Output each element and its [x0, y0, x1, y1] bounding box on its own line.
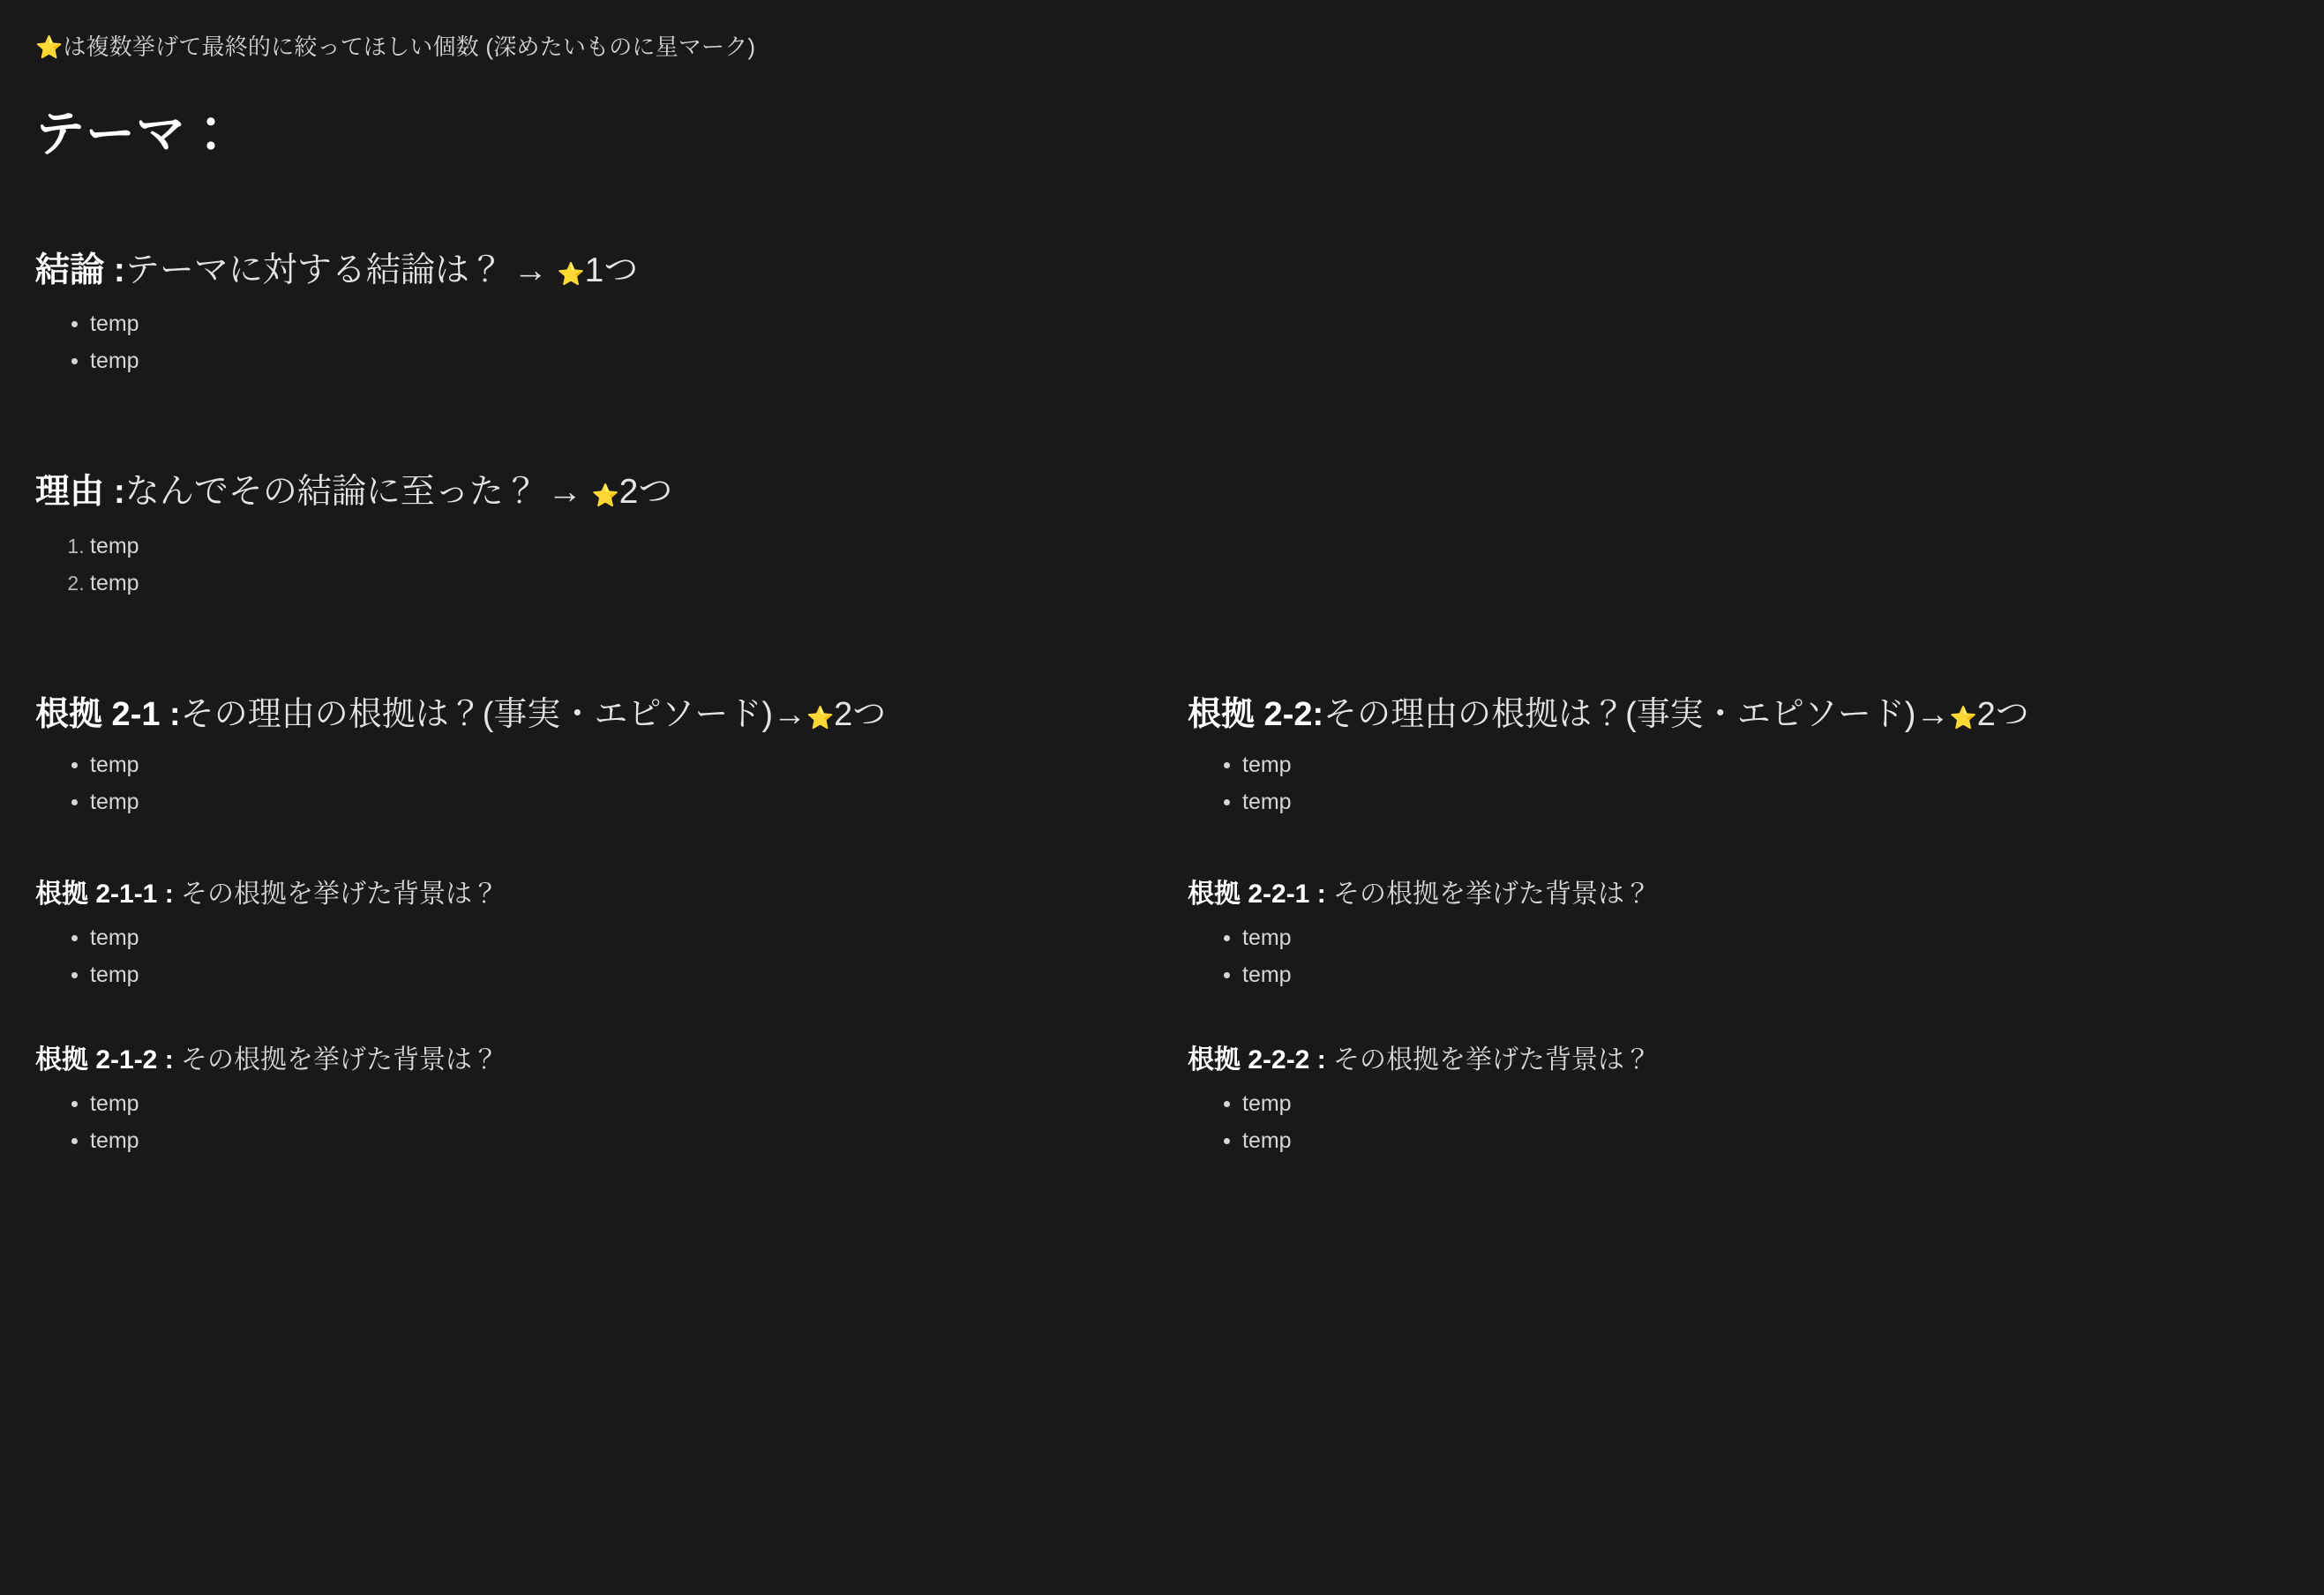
page-title: テーマ：	[35, 105, 236, 161]
grounds-2-1-2-list	[35, 1093, 1159, 1152]
list-item[interactable]: 1. temp	[90, 535, 2283, 558]
grounds-2-1-1-question: その根拠を挙げた背景は？	[181, 880, 499, 910]
grounds-column-1	[35, 693, 1159, 1167]
arrow-icon: →	[547, 473, 582, 512]
grounds-2-2-2	[1188, 1043, 2283, 1152]
grounds-2-2-2-heading	[1188, 1043, 2283, 1077]
grounds-2-2-label: 根拠 2-2:	[1188, 695, 1324, 733]
grounds-2-1-2	[35, 1043, 1159, 1152]
arrow-icon: →	[513, 251, 548, 289]
list-item[interactable]: • temp	[90, 313, 2283, 335]
list-item[interactable]: • temp	[1242, 1093, 2283, 1115]
reason-question: なんでその結論に至った？	[124, 473, 538, 512]
star-icon: ⭐	[35, 35, 64, 60]
star-icon: ⭐	[557, 261, 585, 287]
list-item[interactable]: 2. temp	[90, 573, 2283, 595]
reason-heading	[35, 469, 2283, 516]
list-item[interactable]: • temp	[90, 964, 1159, 986]
instruction-note-text: は複数挙げて最終的に絞ってほしい個数	[63, 34, 479, 60]
arrow-icon: →	[773, 695, 807, 733]
reason-label: 理由 :	[35, 473, 125, 512]
grounds-2-2-2-list	[1188, 1093, 2283, 1152]
grounds-2-1-count: 2つ	[834, 695, 887, 733]
list-item[interactable]: • temp	[90, 791, 1159, 813]
conclusion-list	[35, 313, 2283, 372]
grounds-2-2-2-label: 根拠 2-2-2 :	[1188, 1045, 1326, 1075]
conclusion-question: テーマに対する結論は？	[124, 251, 504, 289]
list-item[interactable]: • temp	[1242, 791, 2283, 813]
grounds-column-2	[1159, 693, 2283, 1167]
section-conclusion	[35, 248, 2283, 373]
list-item[interactable]: • temp	[1242, 754, 2283, 776]
grounds-2-2-1-list	[1188, 927, 2283, 986]
grounds-2-1-label: 根拠 2-1 :	[35, 695, 181, 733]
grounds-2-2-1-question: その根拠を挙げた背景は？	[1333, 880, 1652, 910]
list-item[interactable]: • temp	[90, 927, 1159, 949]
section-reason	[35, 469, 2283, 595]
conclusion-label: 結論 :	[35, 251, 125, 289]
grounds-2-2-1-label: 根拠 2-2-1 :	[1188, 880, 1326, 910]
grounds-2-1-1-list	[35, 927, 1159, 986]
instruction-note-paren: (深めたいものに星マーク)	[485, 34, 756, 60]
grounds-2-2-list	[1188, 754, 2283, 813]
grounds-2-2-question: その理由の根拠は？(事実・エピソード)	[1323, 695, 1916, 733]
arrow-icon: →	[1915, 695, 1950, 733]
list-item[interactable]: • temp	[90, 350, 2283, 372]
instruction-note	[35, 30, 2283, 65]
grounds-2-1-heading	[35, 693, 1159, 737]
grounds-2-2-1	[1188, 877, 2283, 986]
star-icon: ⭐	[1949, 705, 1977, 730]
conclusion-count: 1つ	[584, 251, 639, 289]
star-icon: ⭐	[591, 483, 619, 509]
list-item[interactable]: • temp	[90, 1130, 1159, 1152]
grounds-2-1-1-heading	[35, 877, 1159, 911]
grounds-2-1-2-label: 根拠 2-1-2 :	[35, 1045, 174, 1075]
grounds-2-1-2-heading	[35, 1043, 1159, 1077]
list-item[interactable]: • temp	[90, 754, 1159, 776]
document-page	[0, 30, 2324, 1167]
grounds-2-2	[1188, 693, 2283, 813]
grounds-2-1-list	[35, 754, 1159, 813]
list-item[interactable]: • temp	[90, 1093, 1159, 1115]
grounds-2-2-heading	[1188, 693, 2283, 737]
grounds-2-1	[35, 693, 1159, 813]
grounds-2-2-2-question: その根拠を挙げた背景は？	[1333, 1045, 1652, 1075]
grounds-2-1-2-question: その根拠を挙げた背景は？	[181, 1045, 499, 1075]
reason-count: 2つ	[618, 473, 673, 512]
grounds-2-1-1-label: 根拠 2-1-1 :	[35, 880, 174, 910]
grounds-2-2-1-heading	[1188, 877, 2283, 911]
grounds-2-1-question: その理由の根拠は？(事実・エピソード)	[180, 695, 774, 733]
star-icon: ⭐	[806, 705, 835, 730]
grounds-columns	[35, 693, 2283, 1167]
list-item[interactable]: • temp	[1242, 964, 2283, 986]
grounds-2-1-1	[35, 877, 1159, 986]
reason-list	[35, 535, 2283, 595]
grounds-2-2-count: 2つ	[1976, 695, 2029, 733]
list-item[interactable]: • temp	[1242, 1130, 2283, 1152]
conclusion-heading	[35, 248, 2283, 295]
list-item[interactable]: • temp	[1242, 927, 2283, 949]
